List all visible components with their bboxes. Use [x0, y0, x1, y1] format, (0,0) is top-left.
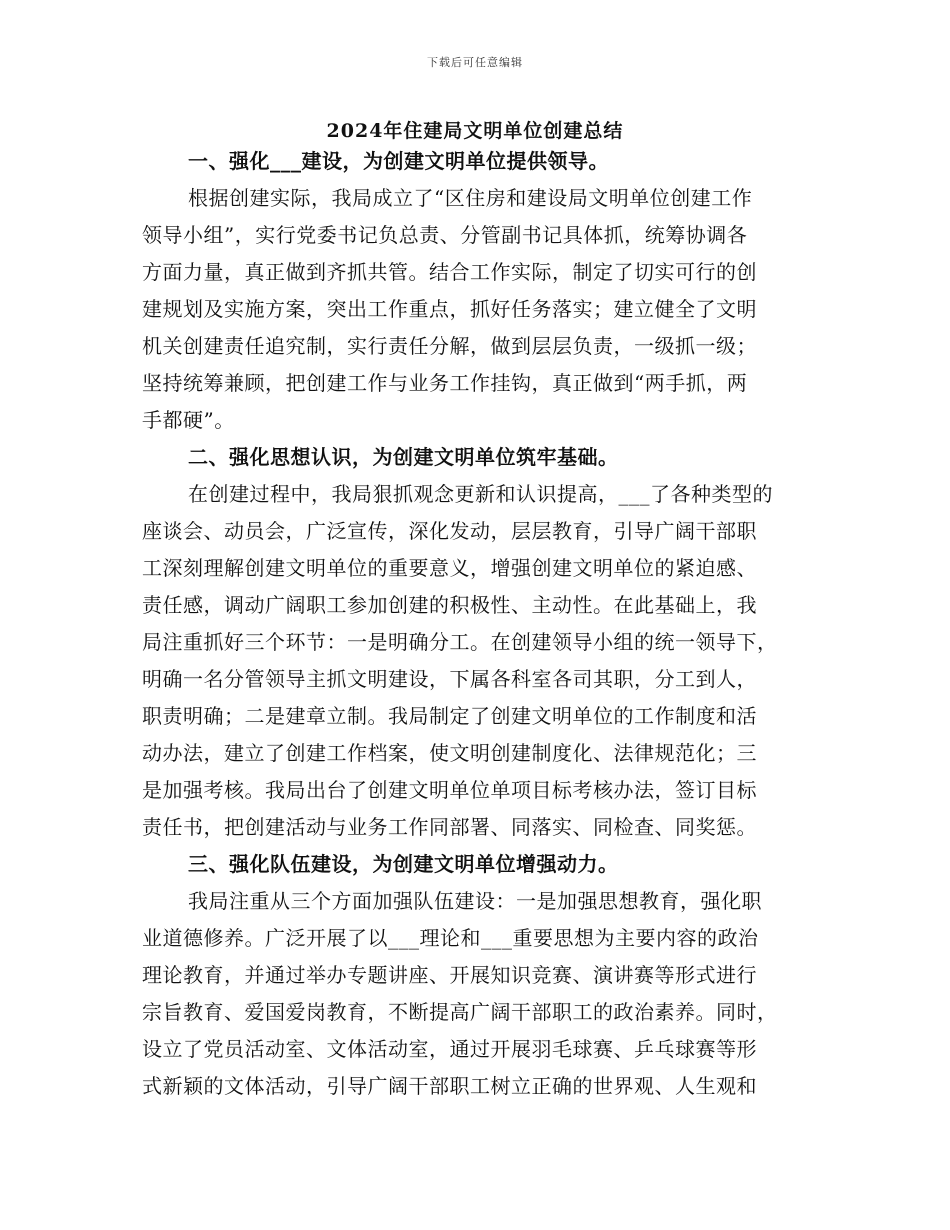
paragraph-line: 责任感，调动广阔职工参加创建的积极性、主动性。在此基础上，我 [142, 593, 757, 617]
paragraph-line: 动办法，建立了创建工作档案，使文明创建制度化、法律规范化；三 [142, 741, 757, 765]
paragraph-line: 根据创建实际，我局成立了“区住房和建设局文明单位创建工作 [188, 186, 753, 210]
paragraph-line: 领导小组”，实行党委书记负总责、分管副书记具体抓，统筹协调各 [142, 223, 748, 247]
paragraph-line: 业道德修养。广泛开展了以___理论和___重要思想为主要内容的政治 [142, 926, 759, 950]
paragraph-line: 宗旨教育、爱国爱岗教育，不断提高广阔干部职工的政治素养。同时， [142, 1000, 778, 1024]
paragraph-line: 式新颖的文体活动，引导广阔干部职工树立正确的世界观、人生观和 [142, 1074, 757, 1098]
section-heading-1: 一、强化___建设，为创建文明单位提供领导。 [188, 149, 609, 173]
document-body [142, 143, 808, 1105]
paragraph-line: 坚持统筹兼顾，把创建工作与业务工作挂钩，真正做到“两手抓，两 [142, 371, 748, 395]
paragraph-line: 手都硬”。 [142, 408, 235, 432]
paragraph-line: 座谈会、动员会，广泛宣传，深化发动，层层教育，引导广阔干部职 [142, 519, 757, 543]
paragraph-line: 工深刻理解创建文明单位的重要意义，增强创建文明单位的紧迫感、 [142, 556, 757, 580]
paragraph-line: 方面力量，真正做到齐抓共管。结合工作实际，制定了切实可行的创 [142, 260, 757, 284]
paragraph-line: 是加强考核。我局出台了创建文明单位单项目标考核办法，签订目标 [142, 778, 757, 802]
paragraph-line: 机关创建责任追究制，实行责任分解，做到层层负责，一级抓一级； [142, 334, 757, 358]
paragraph-line: 责任书，把创建活动与业务工作同部署、同落实、同检查、同奖惩。 [142, 815, 757, 839]
paragraph-line: 设立了党员活动室、文体活动室，通过开展羽毛球赛、乒乓球赛等形 [142, 1037, 757, 1061]
paragraph-line: 职责明确；二是建章立制。我局制定了创建文明单位的工作制度和活 [142, 704, 757, 728]
paragraph-line: 理论教育，并通过举办专题讲座、开展知识竞赛、演讲赛等形式进行 [142, 963, 757, 987]
section-heading-2: 二、强化思想认识，为创建文明单位筑牢基础。 [188, 445, 619, 469]
paragraph-line: 明确一名分管领导主抓文明建设，下属各科室各司其职，分工到人， [142, 667, 757, 691]
paragraph-line: 在创建过程中，我局狠抓观念更新和认识提高，___了各种类型的 [188, 482, 773, 506]
document-title: 2024年住建局文明单位创建总结 [326, 120, 624, 142]
paragraph-line: 建规划及实施方案，突出工作重点，抓好任务落实；建立健全了文明 [142, 297, 757, 321]
paragraph-line: 我局注重从三个方面加强队伍建设：一是加强思想教育，强化职 [188, 889, 762, 913]
paragraph-line: 局注重抓好三个环节：一是明确分工。在创建领导小组的统一领导下， [142, 630, 778, 654]
section-heading-3: 三、强化队伍建设，为创建文明单位增强动力。 [188, 852, 619, 876]
header-note: 下载后可任意编辑 [427, 56, 523, 69]
